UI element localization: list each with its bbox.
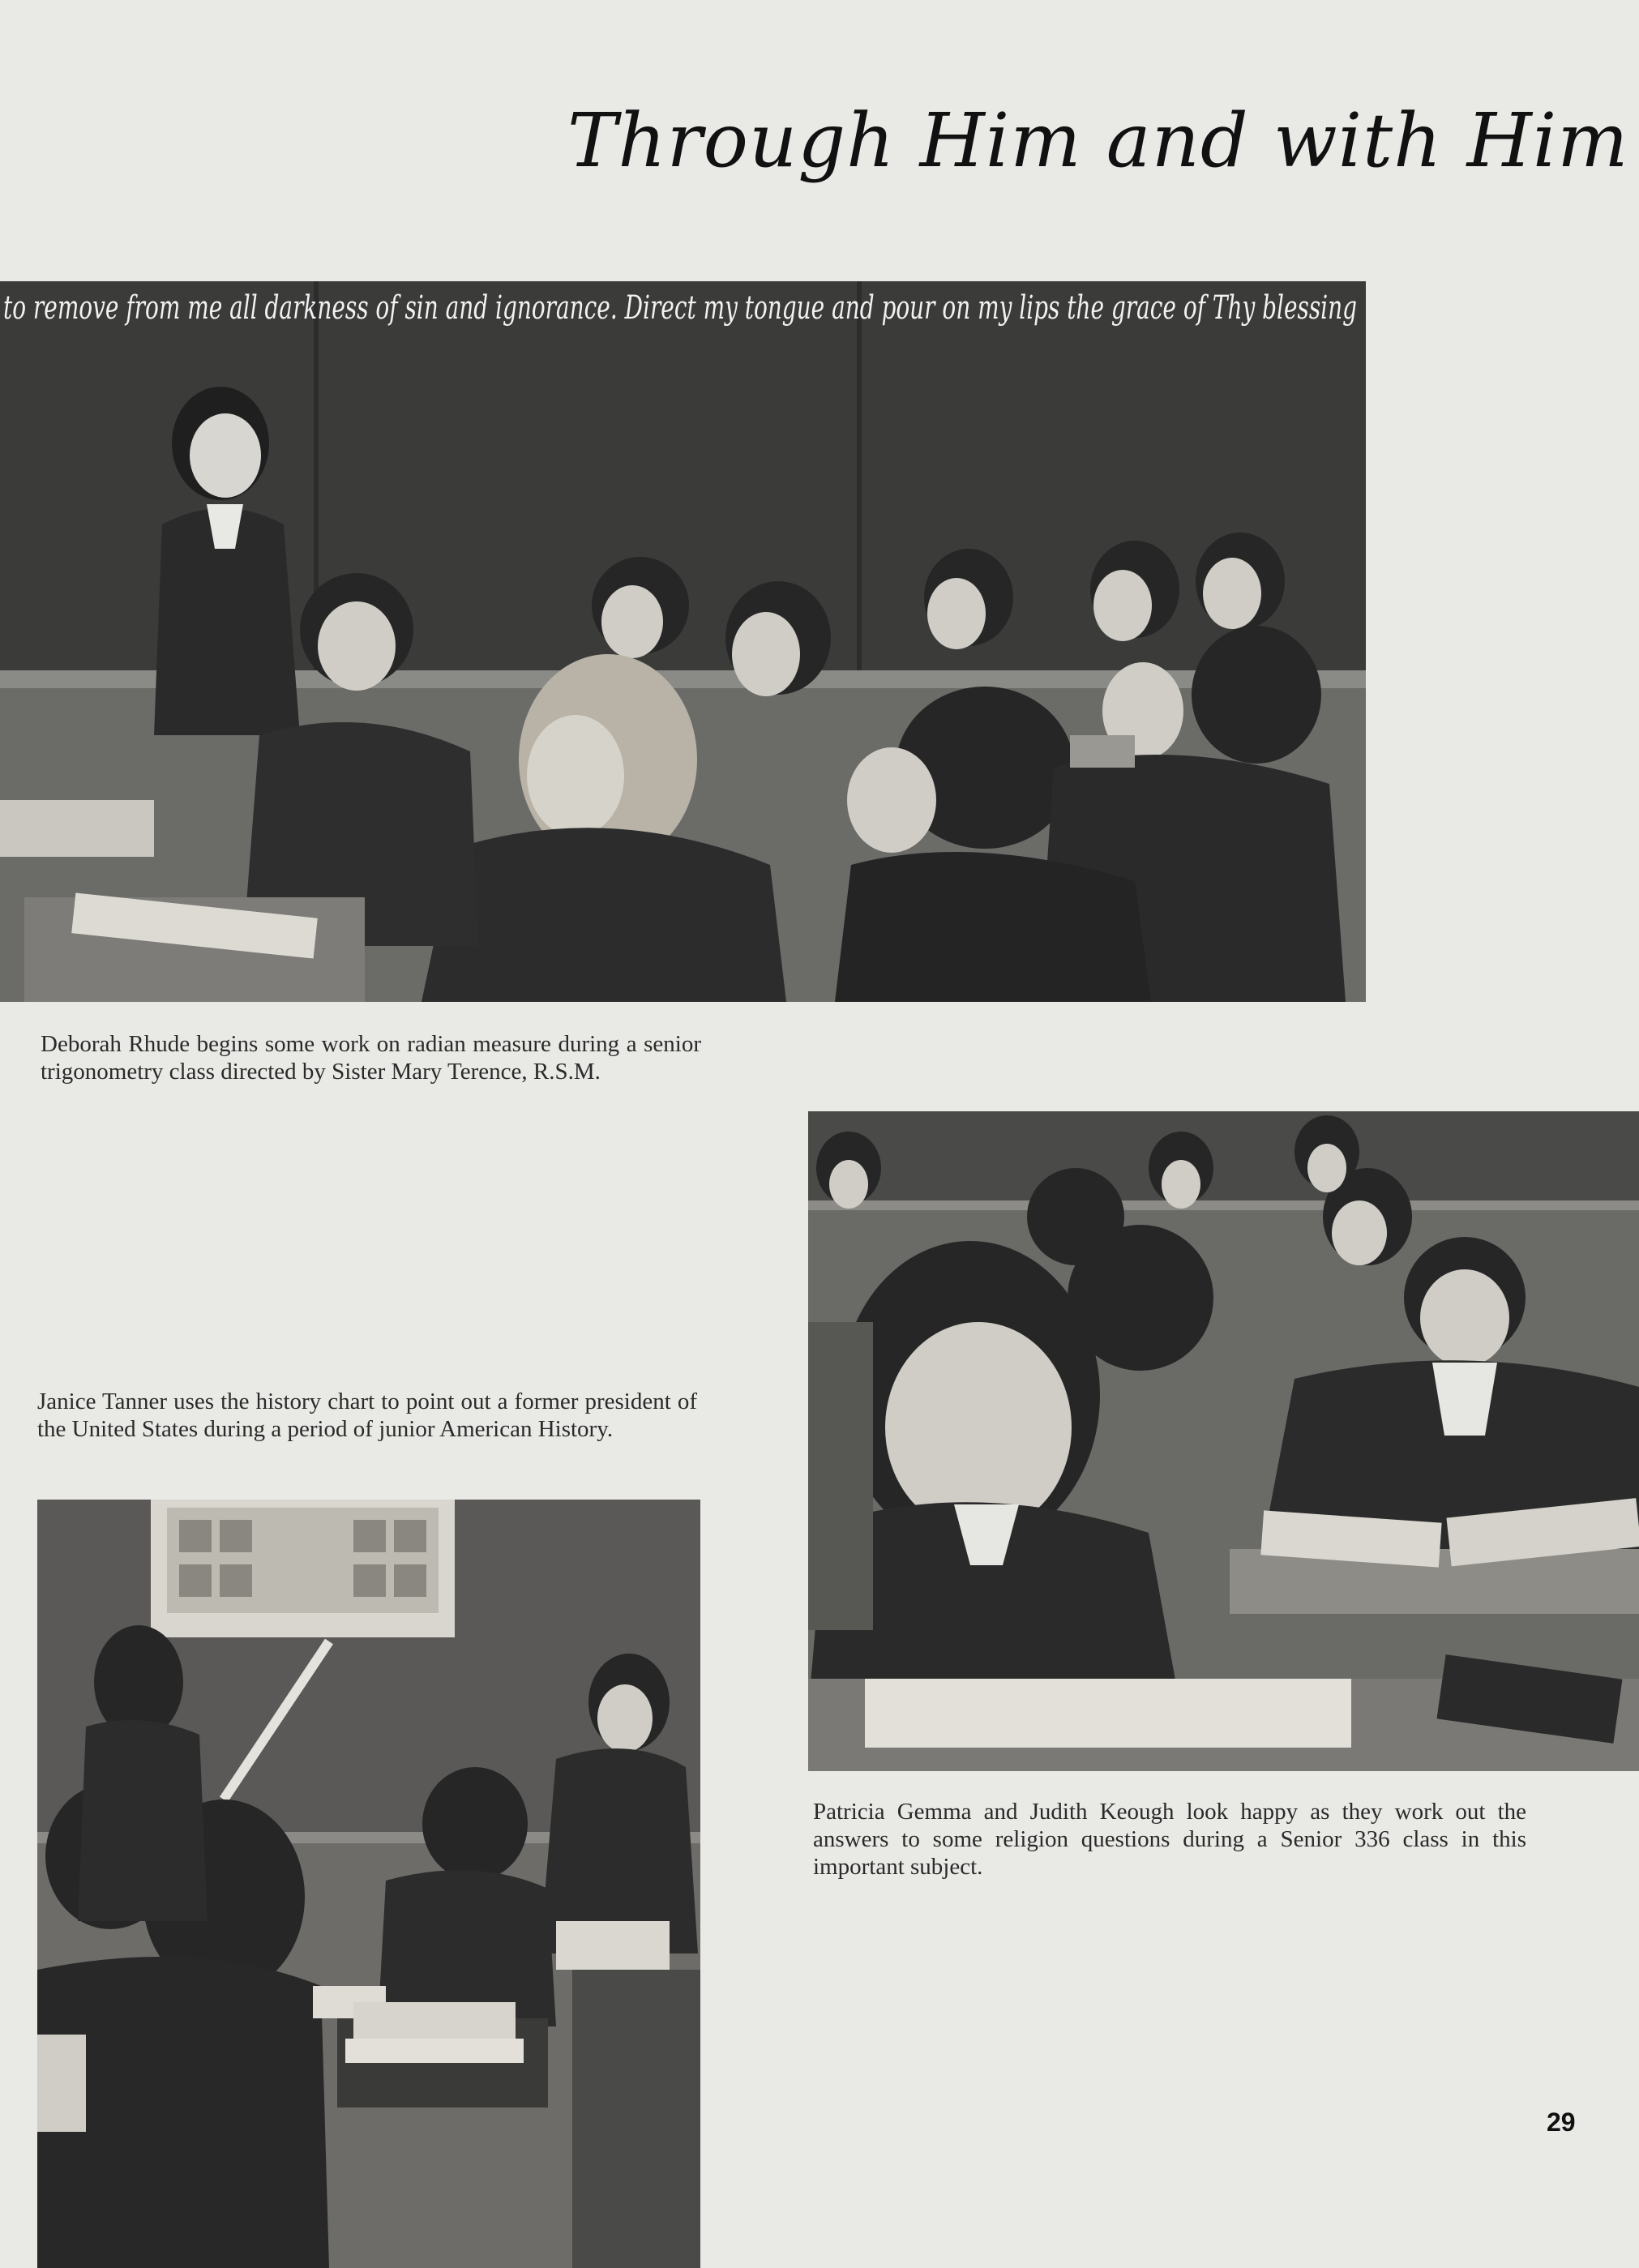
caption-trigonometry: Deborah Rhude begins some work on radian measure during a senior trigonometry class directed by Sister Mary Terence, R.S.M. [41,1031,701,1085]
photo-religion-class [808,1111,1639,1771]
photo-trigonometry-class [0,281,1366,1002]
photo-history-class [37,1500,700,2268]
caption-history: Janice Tanner uses the history chart to point out a former president of the United States during a period of junior American History. [37,1389,697,1442]
page-title: Through Him and with Him [567,97,1629,184]
chalkboard-text: to remove from me all darkness of sin and ignorance. Direct my tongue and pour on my lips the grace of Thy blessing [3,289,1357,327]
caption-religion: Patricia Gemma and Judith Keough look happy as they work out the answers to some religion questions during a Senior 336 class in this important subject. [813,1799,1526,1880]
page-number: 29 [1547,2108,1576,2137]
